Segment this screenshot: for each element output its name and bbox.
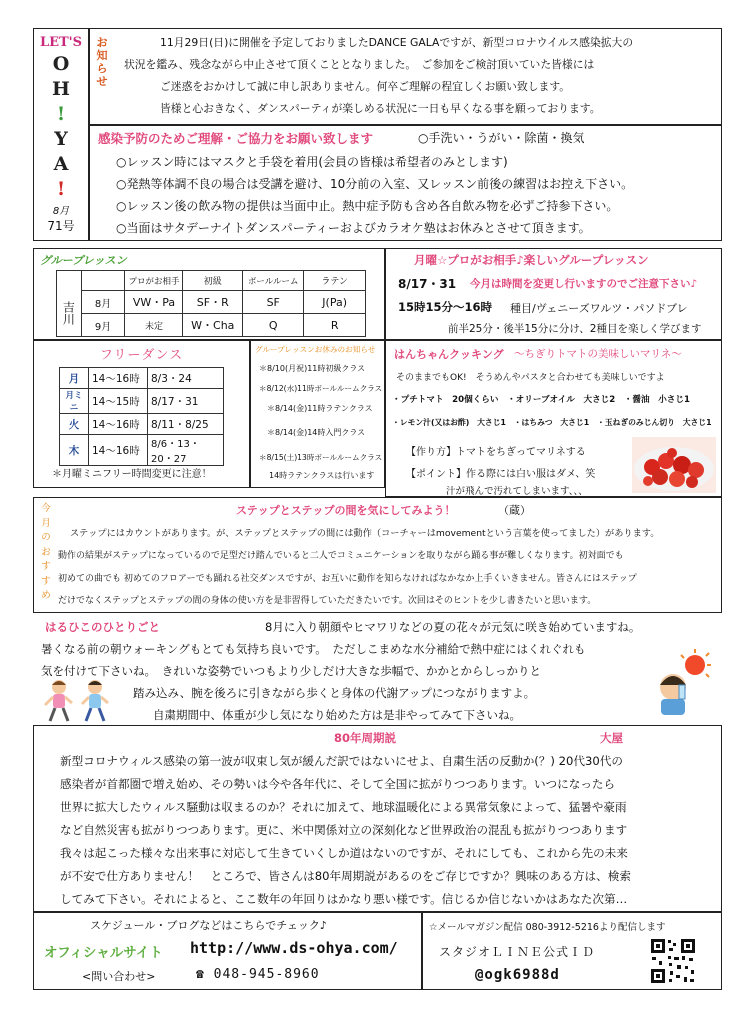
- contact-phone[interactable]: ☎ 048-945-8960: [196, 967, 320, 982]
- monday-detail: 前半25分・後半15分に分け、2種目を楽しく学びます: [448, 323, 702, 335]
- free-dance-title: フリーダンス: [99, 348, 184, 363]
- free-dates: 8/3・24: [148, 368, 224, 389]
- group-lesson-title: グループレッスン: [40, 254, 127, 267]
- holiday-item: ＊8/15(土)13時ボールルームクラス: [259, 453, 383, 462]
- recommend-label-char: す: [41, 561, 51, 572]
- cycle-title: 80年周期説: [334, 731, 397, 745]
- recommend-label-char: お: [41, 546, 51, 558]
- notice-line: 11月29日(日)に開催を予定しておりましたDANCE GALAですが、新型コロナウイルス感染拡大の: [160, 36, 634, 49]
- free-time: 14～15時: [89, 389, 148, 414]
- place-label: 吉川: [57, 291, 82, 337]
- recommend-label: [38, 502, 54, 604]
- free-day: 火: [60, 414, 89, 435]
- cooking-section: [385, 340, 722, 497]
- infection-item: ○当面はサタデーナイトダンスパーティーおよびカラオケ塾はお休みとさせて頂きます。: [116, 221, 591, 235]
- recommend-label-char: 月: [41, 517, 51, 529]
- month-header: [81, 271, 125, 291]
- infection-item: ○レッスン後の飲み物の提供は当面中止。熱中症予防も含め各自飲み物を必ずご持参下さい。: [116, 199, 619, 213]
- free-dates: 8/11・8/25: [148, 414, 224, 435]
- free-dance-section: [33, 340, 250, 488]
- masthead-logo: [34, 52, 88, 202]
- recommend-author: （蔵）: [498, 504, 531, 517]
- holiday-item: ＊8/10(月祝)11時初級クラス: [259, 364, 366, 373]
- logo-letter-a: A: [53, 153, 69, 175]
- col-header: 初級: [183, 271, 243, 291]
- cycle-author: 大屋: [600, 731, 623, 745]
- lesson-cell: R: [304, 314, 366, 337]
- monday-lesson-section: [385, 248, 722, 340]
- lesson-cell: SF・R: [183, 291, 243, 314]
- col-header: プロがお相手: [125, 271, 183, 291]
- logo-exclaim-1: !: [56, 103, 66, 125]
- logo-exclaim-2: !: [56, 178, 66, 200]
- haruhiko-title: はるひこのひとりごと: [45, 620, 160, 634]
- free-dance-table: [59, 367, 224, 466]
- recommend-section: [33, 497, 722, 613]
- infection-item: ○発熱等体調不良の場合は受講を避け、10分前の入室、又レッスン前後の練習はお控え下さい。: [116, 177, 634, 191]
- free-time: 14～16時: [89, 435, 148, 466]
- cooking-intro: そのままでもOK! そうめんやパスタと合わせても美味しいですよ: [396, 373, 665, 383]
- cooking-method: 【作り方】トマトをちぎってマリネする: [406, 447, 586, 458]
- masthead: [33, 28, 89, 241]
- lesson-cell: 未定: [125, 314, 183, 337]
- footer-site-section: [33, 912, 422, 990]
- issue-number: 71号: [47, 219, 75, 233]
- footer-line-section: [422, 912, 722, 990]
- recommend-title: ステップとステップの間を気にしてみよう！: [236, 504, 456, 517]
- month-cell: 9月: [81, 314, 125, 337]
- holiday-section: [250, 340, 385, 488]
- free-day: 木: [60, 435, 89, 466]
- issue-month: 8月: [52, 206, 70, 217]
- notice-section: [89, 28, 722, 125]
- lesson-cell: J(Pa): [304, 291, 366, 314]
- cycle-line: など自然災害も拡がりつつあります。更に、米中関係対立の深刻化など世界政治の混乱も拡がりつつあります: [60, 823, 628, 837]
- logo-letter-y: Y: [54, 128, 68, 150]
- cycle-line: 新型コロナウィルス感染の第一波が収束し気が緩んだ訳ではないにせよ、自粛生活の反動か(？) 20代30代の: [60, 754, 623, 768]
- cycle-line: 世界に拡大したウィルス騒動は収まるのか？それに加えて、地球温暖化による異常気象によって、猛暑や豪雨: [60, 800, 627, 814]
- tomato-marinade-photo: [632, 437, 716, 493]
- cooking-point: 汁が飛んで汚れてしまいます、、、: [446, 486, 588, 497]
- col-header: ラテン: [304, 271, 366, 291]
- free-dates: 8/17・31: [148, 389, 224, 414]
- free-dates: 8/6・13・20・27: [148, 435, 224, 466]
- cooking-point: 【ポイント】作る際には白い服はダメ、笑: [406, 469, 596, 480]
- holiday-item: ＊8/12(水)11時ボールルームクラス: [259, 384, 383, 393]
- walking-people-illustration: [39, 679, 121, 723]
- haruhiko-line: 自粛期間中、体重が少し気になり始めた方は是非やってみて下さいね。: [153, 708, 521, 722]
- haruhiko-line: 踏み込み、腕を後ろに引きながら歩くと身体の代謝アップにつながりますよ。: [133, 686, 536, 700]
- notice-label-char: せ: [96, 74, 108, 88]
- cycle-section: [33, 725, 722, 912]
- cooking-ingredients: ・レモン汁(又はお酢) 大さじ1 ・はちみつ 大さじ1 ・玉ねぎのみじん切り 大さじ1: [392, 418, 712, 427]
- haruhiko-line: 気を付けて下さいね。 きれいな姿勢でいつもより少しだけ大きな歩幅で、かかとからしっかりと: [41, 664, 542, 678]
- line-official-label: スタジオＬＩＮＥ公式ＩＤ: [439, 945, 596, 959]
- mail-magazine-note: ☆メールマガジン配信 080-3912-5216より配信します: [429, 922, 666, 933]
- monday-dates: 8/17・31: [398, 277, 457, 291]
- recommend-label-char: の: [41, 532, 51, 543]
- free-day: 月ミニ: [60, 389, 89, 414]
- logo-letter-h: H: [52, 78, 70, 100]
- free-day: 月: [60, 368, 89, 389]
- notice-line: 皆様と心おきなく、ダンスパーティが楽しめる状況に一日も早くなる事を願っております。: [160, 102, 601, 115]
- holiday-title: グループレッスンお休みのお知らせ: [255, 345, 376, 354]
- line-official-id[interactable]: @ogk6988d: [475, 967, 560, 983]
- free-time: 14～16時: [89, 414, 148, 435]
- lesson-cell: VW・Pa: [125, 291, 183, 314]
- logo-letter-o: O: [52, 53, 70, 75]
- month-cell: 8月: [81, 291, 125, 314]
- haruhiko-section: [33, 613, 722, 725]
- cycle-line: 我々は起こった様々な出来事に対応して生きていくしか道はないのですが、それにしても、これから先の未来: [60, 846, 628, 860]
- infection-title-suffix: ○手洗い・うがい・除菌・換気: [418, 131, 585, 145]
- cooking-subtitle: ～ちぎりトマトの美味しいマリネ～: [514, 348, 682, 360]
- infection-item: ○レッスン時にはマスクと手袋を着用(会員の皆様は希望者のみとします): [116, 155, 508, 169]
- official-site-link[interactable]: http://www.ds-ohya.com/: [190, 939, 398, 957]
- qr-code-icon[interactable]: [649, 937, 697, 985]
- holiday-item: 14時ラテンクラスは行います: [269, 471, 375, 480]
- cycle-line: してみて下さい。それによると、ここ数年の年回りはかなり悪い様です。信じるか信じないかはあなた次第…: [60, 892, 628, 906]
- notice-label-char: お: [96, 36, 108, 49]
- lesson-cell: SF: [243, 291, 304, 314]
- footer-schedule: スケジュール・ブログなどはこちらでチェック♪: [90, 919, 327, 932]
- haruhiko-line: 暑くなる前の朝ウォーキングもとても気持ち良いです。 ただしこまめな水分補給で熱中症にはくれぐれも: [41, 642, 586, 656]
- recommend-label-char: す: [41, 575, 51, 587]
- masthead-lets: LET'S: [39, 35, 83, 50]
- official-site-label: オフィシャルサイト: [44, 945, 163, 961]
- sun-drinking-illustration: [645, 649, 715, 719]
- recommend-label-char: 今: [41, 503, 51, 514]
- monday-note: 今月は時間を変更し行いますのでご注意下さい♪: [470, 278, 698, 290]
- monday-time: 15時15分～16時: [398, 300, 493, 314]
- notice-line: ご迷惑をおかけして誠に申し訳ありません。何卒ご理解の程宜しくお願い致します。: [160, 80, 571, 93]
- infection-title: 感染予防のためご理解・ご協力をお願い致します: [98, 131, 374, 146]
- monday-type: 種目/ヴェニーズワルツ・パソドブレ: [510, 302, 688, 315]
- recommend-line: ステップにはカウントがあります。が、ステップとステップの間には動作（コーチャーはmovementという言葉を使ってました）があります。: [70, 528, 660, 539]
- place-cell: [57, 271, 82, 291]
- recommend-label-char: め: [41, 590, 51, 601]
- haruhiko-line: 8月に入り朝顔やヒマワリなどの夏の花々が元気に咲き始めていますね。: [265, 620, 641, 634]
- cooking-ingredients: ・プチトマト 20個くらい ・オリーブオイル 大さじ2 ・醤油 小さじ1: [392, 395, 690, 405]
- cooking-title: はんちゃんクッキング: [394, 348, 504, 361]
- free-time: 14～16時: [89, 368, 148, 389]
- recommend-line: だけでなくステップとステップの間の身体の使い方を是非習得していただきたいです。次回はそのヒントを少し書きたいと思います。: [58, 596, 597, 606]
- recommend-line: 動作の結果がステップになっているので足型だけ踏んでいると二人でコミュニケーションを取りながら踊る事が難しくなります。初対面でも: [58, 551, 624, 561]
- cycle-line: 感染者が首都圏で増え始め、その勢いは今や各年代に、そして全国に拡がりつつあります。いつになったら: [60, 777, 616, 791]
- free-dance-note: ＊月曜ミニフリー時間変更に注意！: [52, 469, 212, 480]
- notice-line: 状況を鑑み、残念ながら中止させて頂くこととなりました。 ご参加をご検討頂いていた皆様には: [124, 58, 595, 71]
- col-header: ボールルーム: [243, 271, 304, 291]
- notice-label-char: 知: [96, 48, 108, 62]
- group-lesson-section: [33, 248, 385, 340]
- group-lesson-table: [56, 270, 366, 337]
- recommend-line: 初めての曲でも 初めてのフロアーでも踊れる社交ダンスですが、お互いに動作を知らなければなかなか上手くいきません。皆さんにはステップ: [58, 574, 637, 584]
- holiday-item: ＊8/14(金)11時ラテンクラス: [267, 404, 373, 413]
- notice-label: [94, 37, 110, 89]
- notice-label-char: ら: [96, 61, 108, 75]
- monday-title: 月曜☆プロがお相手♪楽しいグループレッスン: [414, 253, 649, 267]
- lesson-cell: Q: [243, 314, 304, 337]
- holiday-item: ＊8/14(金)14時入門クラス: [267, 428, 366, 437]
- lesson-cell: W・Cha: [183, 314, 243, 337]
- infection-section: [89, 125, 722, 241]
- cycle-line: が不安で仕方ありません！ ところで、皆さんは80年周期説があるのをご存じですか？興味のある方は、検索: [60, 869, 631, 883]
- contact-label: <問い合わせ>: [82, 970, 156, 983]
